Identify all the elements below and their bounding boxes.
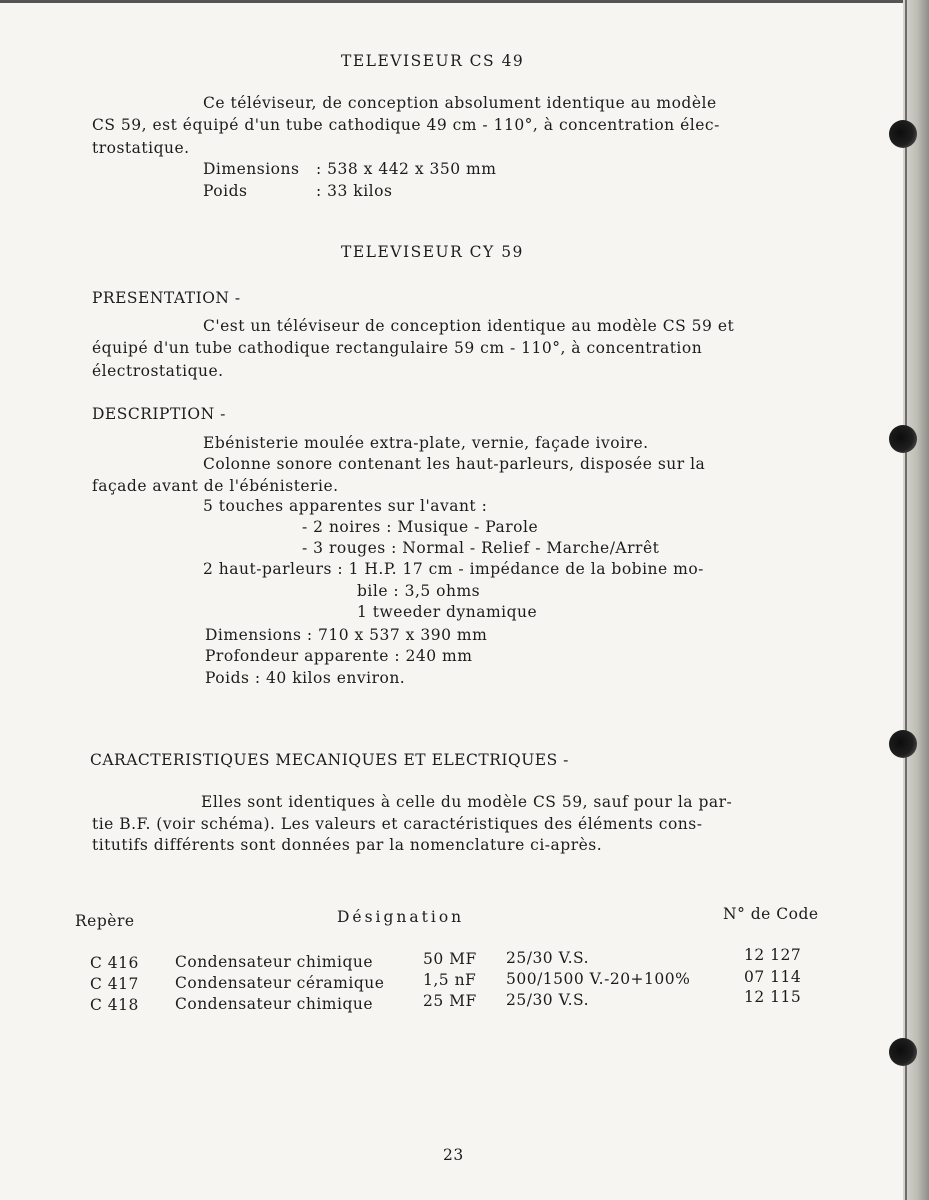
- cs49-weight-value: : 33 kilos: [316, 182, 393, 200]
- cs49-dimensions-label: Dimensions: [203, 160, 300, 178]
- table-cell-code: 12 127: [744, 946, 802, 964]
- cs49-line-1: Ce téléviseur, de conception absolument identique au modèle: [203, 94, 717, 112]
- description-line: bile : 3,5 ohms: [357, 582, 481, 600]
- punch-hole-3: [889, 730, 917, 758]
- caracteristiques-line-1: Elles sont identiques à celle du modèle CS 59, sauf pour la par-: [201, 793, 733, 811]
- description-line: Colonne sonore contenant les haut-parleurs, disposée sur la: [203, 455, 706, 473]
- description-line: 5 touches apparentes sur l'avant :: [203, 497, 488, 515]
- table-cell-designation: Condensateur céramique: [175, 974, 385, 992]
- description-line: 2 haut-parleurs : 1 H.P. 17 cm - impédance de la bobine mo-: [203, 560, 704, 578]
- cs49-line-3: trostatique.: [92, 139, 190, 157]
- table-cell-code: 07 114: [744, 968, 802, 986]
- description-line: Poids : 40 kilos environ.: [205, 669, 406, 687]
- description-line: - 2 noires : Musique - Parole: [302, 518, 539, 536]
- table-cell-spec: 25/30 V.S.: [506, 949, 589, 967]
- punch-hole-2: [889, 425, 917, 453]
- presentation-line-3: électrostatique.: [92, 362, 224, 380]
- table-cell-value: 1,5 nF: [423, 971, 477, 989]
- cs49-line-2: CS 59, est équipé d'un tube cathodique 49 cm - 110°, à concentration élec-: [92, 116, 720, 134]
- page-edge-line: [905, 0, 907, 1200]
- presentation-line-1: C'est un téléviseur de conception identique au modèle CS 59 et: [203, 317, 735, 335]
- caracteristiques-line-2: tie B.F. (voir schéma). Les valeurs et caractéristiques des éléments cons-: [92, 815, 703, 833]
- page-number: 23: [443, 1146, 464, 1164]
- table-header-code: N° de Code: [723, 905, 819, 923]
- table-cell-repere: C 418: [90, 996, 139, 1014]
- punch-hole-4: [889, 1038, 917, 1066]
- description-line: façade avant de l'ébénisterie.: [92, 477, 339, 495]
- table-cell-designation: Condensateur chimique: [175, 953, 374, 971]
- cs49-weight-label: Poids: [203, 182, 248, 200]
- description-line: Ebénisterie moulée extra-plate, vernie, façade ivoire.: [203, 434, 649, 452]
- table-cell-repere: C 417: [90, 975, 139, 993]
- description-heading: DESCRIPTION -: [92, 405, 226, 423]
- cs49-dimensions-value: : 538 x 442 x 350 mm: [316, 160, 497, 178]
- presentation-heading: PRESENTATION -: [92, 289, 241, 307]
- presentation-line-2: équipé d'un tube cathodique rectangulaire 59 cm - 110°, à concentration: [92, 339, 703, 357]
- table-cell-designation: Condensateur chimique: [175, 995, 374, 1013]
- description-line: Profondeur apparente : 240 mm: [205, 647, 473, 665]
- cs49-weight: [203, 182, 392, 200]
- description-line: Dimensions : 710 x 537 x 390 mm: [205, 626, 488, 644]
- table-cell-value: 25 MF: [423, 992, 477, 1010]
- caracteristiques-line-3: titutifs différents sont données par la nomenclature ci-après.: [92, 836, 603, 854]
- table-cell-code: 12 115: [744, 988, 802, 1006]
- page-top-edge: [0, 0, 929, 3]
- description-line: - 3 rouges : Normal - Relief - Marche/Arrêt: [302, 539, 660, 557]
- cy59-title: TELEVISEUR CY 59: [341, 243, 524, 261]
- cs49-title: TELEVISEUR CS 49: [341, 52, 525, 70]
- table-cell-value: 50 MF: [423, 950, 477, 968]
- caracteristiques-heading: CARACTERISTIQUES MECANIQUES ET ELECTRIQUES -: [90, 751, 569, 769]
- table-cell-spec: 500/1500 V.-20+100%: [506, 970, 691, 988]
- punch-hole-1: [889, 120, 917, 148]
- cs49-dimensions: [203, 160, 496, 178]
- table-cell-repere: C 416: [90, 954, 139, 972]
- description-line: 1 tweeder dynamique: [357, 603, 538, 621]
- table-header-designation: Désignation: [337, 908, 465, 926]
- table-header-repere: Repère: [75, 912, 135, 930]
- table-cell-spec: 25/30 V.S.: [506, 991, 589, 1009]
